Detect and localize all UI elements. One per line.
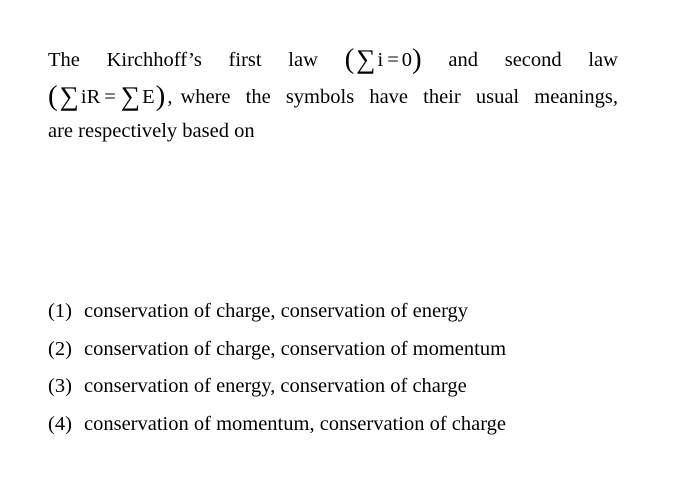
word: have <box>369 86 409 108</box>
open-paren: ( <box>48 80 58 112</box>
emf-term: E <box>142 86 155 108</box>
word: usual <box>475 86 520 108</box>
word: second <box>504 49 562 71</box>
option-text: conservation of momentum, conservation of charge <box>84 412 507 435</box>
word: the <box>245 86 271 108</box>
first-law-equation <box>345 42 422 79</box>
equals-sign: = <box>387 49 399 71</box>
question-line-2-words <box>180 79 618 116</box>
word: first <box>228 49 262 71</box>
option-number: (2) <box>48 337 72 360</box>
comma: , <box>167 86 173 108</box>
second-law-equation <box>48 79 172 116</box>
word: law <box>288 49 318 71</box>
word: law <box>588 49 618 71</box>
word: symbols <box>285 86 355 108</box>
open-paren: ( <box>344 43 355 75</box>
question-line-1 <box>48 42 618 79</box>
question-line-2 <box>48 79 618 116</box>
word: meanings, <box>534 86 618 108</box>
question-text <box>48 42 618 144</box>
sigma-symbol: ∑ <box>120 81 141 111</box>
question-line-3 <box>48 118 618 144</box>
current-variable: i <box>377 49 384 71</box>
ir-term: iR <box>80 86 101 108</box>
word: where <box>180 86 231 108</box>
word: The <box>48 49 80 71</box>
option-number: (3) <box>48 375 72 397</box>
zero-value: 0 <box>401 49 413 71</box>
option-text: conservation of energy, conservation of charge <box>84 375 467 397</box>
option-3[interactable] <box>48 375 608 413</box>
option-2[interactable] <box>48 338 608 376</box>
equals-sign: = <box>104 86 116 108</box>
option-text: conservation of charge, conservation of momentum <box>84 337 507 360</box>
word: their <box>423 86 461 108</box>
option-number: (1) <box>48 300 72 322</box>
sigma-symbol: ∑ <box>356 44 376 74</box>
question-line-3-text: are respectively based on <box>48 120 255 142</box>
option-1[interactable] <box>48 300 608 338</box>
close-paren: ) <box>412 43 422 75</box>
sigma-symbol: ∑ <box>59 81 79 111</box>
word: Kirchhoff’s <box>106 49 202 71</box>
word: and <box>448 49 479 71</box>
close-paren: ) <box>155 80 166 112</box>
option-number: (4) <box>48 412 72 435</box>
option-4[interactable] <box>48 413 608 451</box>
option-text: conservation of charge, conservation of energy <box>84 300 469 322</box>
answer-options <box>48 300 608 450</box>
